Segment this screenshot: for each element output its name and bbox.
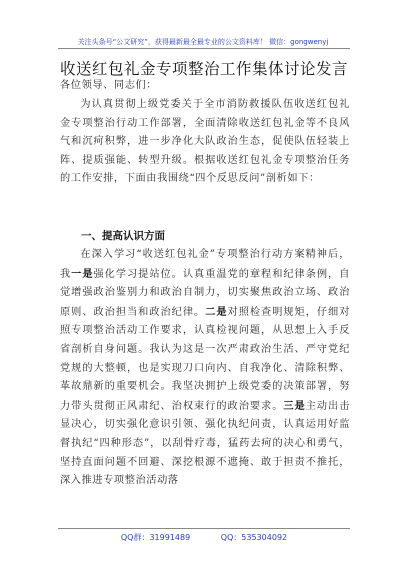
paragraph-awareness <box>60 246 350 530</box>
paragraph-text: 强化学习提站位。认真重温党的章程和纪律条例，自觉增强政治鉴别力和政治自制力，切实聚焦政治立场、政治原则、政治担当和政治纪律。 <box>60 268 350 318</box>
footer <box>0 532 408 543</box>
paragraph-text: 在深入学习“收送红包礼金”专项整治行动方案精神后，我 <box>60 249 350 280</box>
point-one-marker: 一是 <box>71 267 94 280</box>
point-three-marker: 三是 <box>283 399 306 412</box>
document-title: 收送红包礼金专项整治工作集体讨论发言 <box>59 60 348 78</box>
point-two-marker: 二是 <box>205 305 228 318</box>
paragraph-text: 主动出击显决心，切实强化意识引领、强化执纪问责，认真运用好监督执纪“四种形态”，以刮骨疗毒，猛药去疴的决心和勇气，坚持直面问题不回避、深挖根源不遮掩、敢于担责不推托，深入推进专项整治活动落 <box>60 400 350 487</box>
paragraph-text: 对照检查明规矩，仔细对照专项整治活动工作要求，认真检视问题，从思想上入手反省剖析自身问题。我认为这是一次严肃政治生活、严守党纪党规的大整顿，也是实现刀口向内、自我净化、清除积弊、革故鼎新的重要机会。我坚决拥护上级党委的决策部署，努力带头贯彻正风肃纪、治权束行的政治要求。 <box>60 306 350 412</box>
footer-qq-group: QQ群：31991489 <box>120 533 191 542</box>
footer-divider <box>58 528 350 529</box>
header-divider <box>58 48 350 49</box>
paragraph-intro: 为认真贯彻上级党委关于全市消防救援队伍收送红包礼金专项整治行动工作部署，全面清除收送红包礼金等不良风气和沉疴积弊，进一步净化大队政治生态，促使队伍轻装上阵、提质强能、转型升级。根据收送红包礼金专项整治任务的工作安排，下面由我围绕“四个反思反问”剖析如下： <box>60 99 350 185</box>
section-heading: 一、提高认识方面 <box>81 230 165 242</box>
salutation: 各位领导、同志们： <box>60 80 158 91</box>
footer-qq: QQ：535304092 <box>220 533 288 542</box>
header-banner: 关注头条号“公文研究”，获得最新最全最专业的公文资料库！ 微信：gongwenyj <box>77 38 329 46</box>
